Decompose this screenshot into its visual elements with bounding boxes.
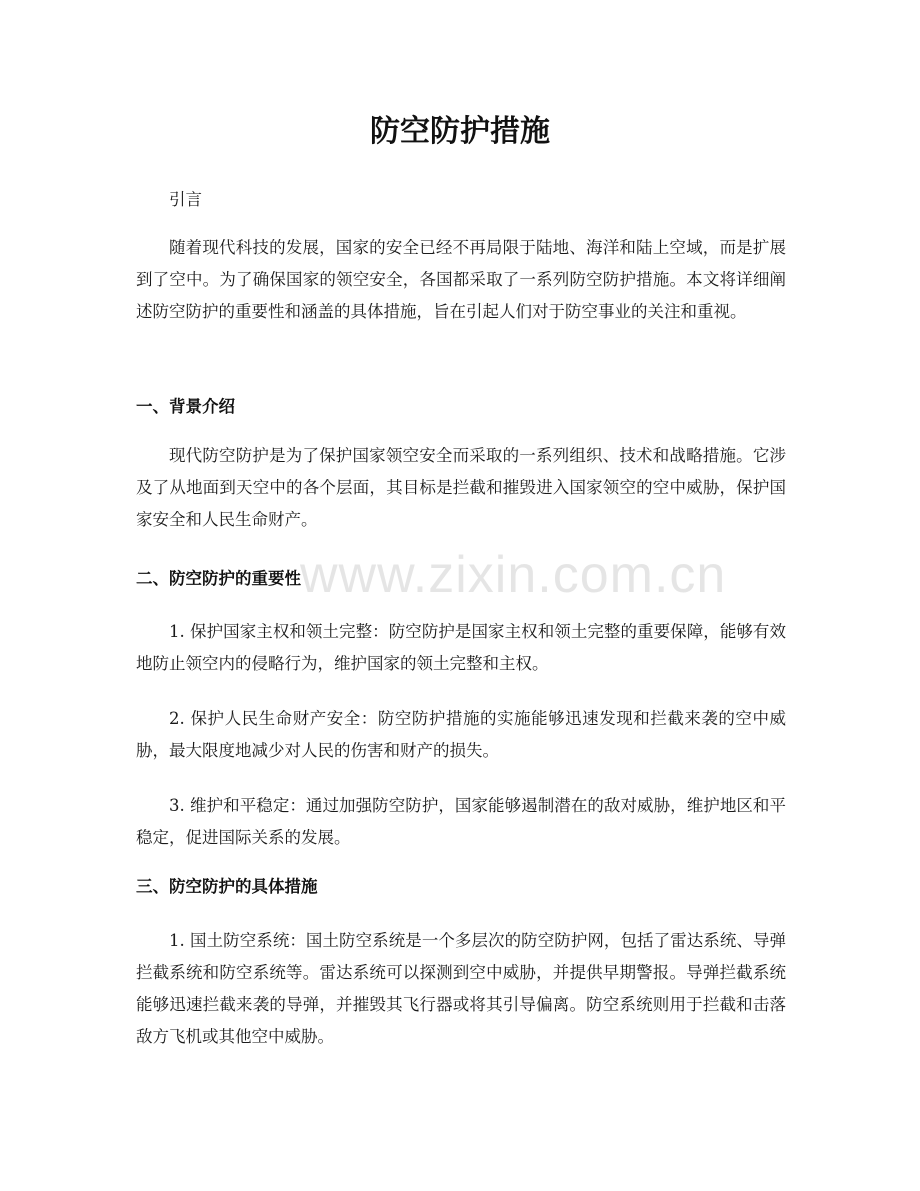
document-title: 防空防护措施 — [370, 114, 550, 149]
importance-item: 2. 保护人民生命财产安全：防空防护措施的实施能够迅速发现和拦截来袭的空中威胁，最大限度地减少对人民的伤害和财产的损失。 — [136, 709, 786, 760]
background-paragraph: 现代防空防护是为了保护国家领空安全而采取的一系列组织、技术和战略措施。它涉及了从地面到天空中的各个层面，其目标是拦截和摧毁进入国家领空的空中威胁，保护国家安全和人民生命财产。 — [136, 446, 786, 529]
importance-item: 3. 维护和平稳定：通过加强防空防护，国家能够遏制潜在的敌对威胁，维护地区和平稳定，促进国际关系的发展。 — [136, 796, 786, 847]
section-heading-background: 一、背景介绍 — [136, 397, 235, 416]
measures-item: 1. 国土防空系统：国土防空系统是一个多层次的防空防护网，包括了雷达系统、导弹拦截系统和防空系统等。雷达系统可以探测到空中威胁，并提供早期警报。导弹拦截系统能够迅速拦截来袭的导弹，并摧毁其飞行器或将其引导偏离。防空系统则用于拦截和击落敌方飞机或其他空中威胁。 — [136, 931, 786, 1046]
importance-item: 1. 保护国家主权和领土完整：防空防护是国家主权和领土完整的重要保障，能够有效地防止领空内的侵略行为，维护国家的领土完整和主权。 — [136, 622, 786, 673]
section-heading-measures: 三、防空防护的具体措施 — [136, 877, 318, 896]
intro-paragraph: 随着现代科技的发展，国家的安全已经不再局限于陆地、海洋和陆上空域，而是扩展到了空中。为了确保国家的领空安全，各国都采取了一系列防空防护措施。本文将详细阐述防空防护的重要性和涵盖的具体措施，旨在引起人们对于防空事业的关注和重视。 — [136, 238, 786, 321]
section-heading-importance: 二、防空防护的重要性 — [136, 569, 301, 588]
watermark-text: www.zixin.com.cn — [300, 546, 727, 604]
intro-label: 引言 — [169, 190, 202, 209]
